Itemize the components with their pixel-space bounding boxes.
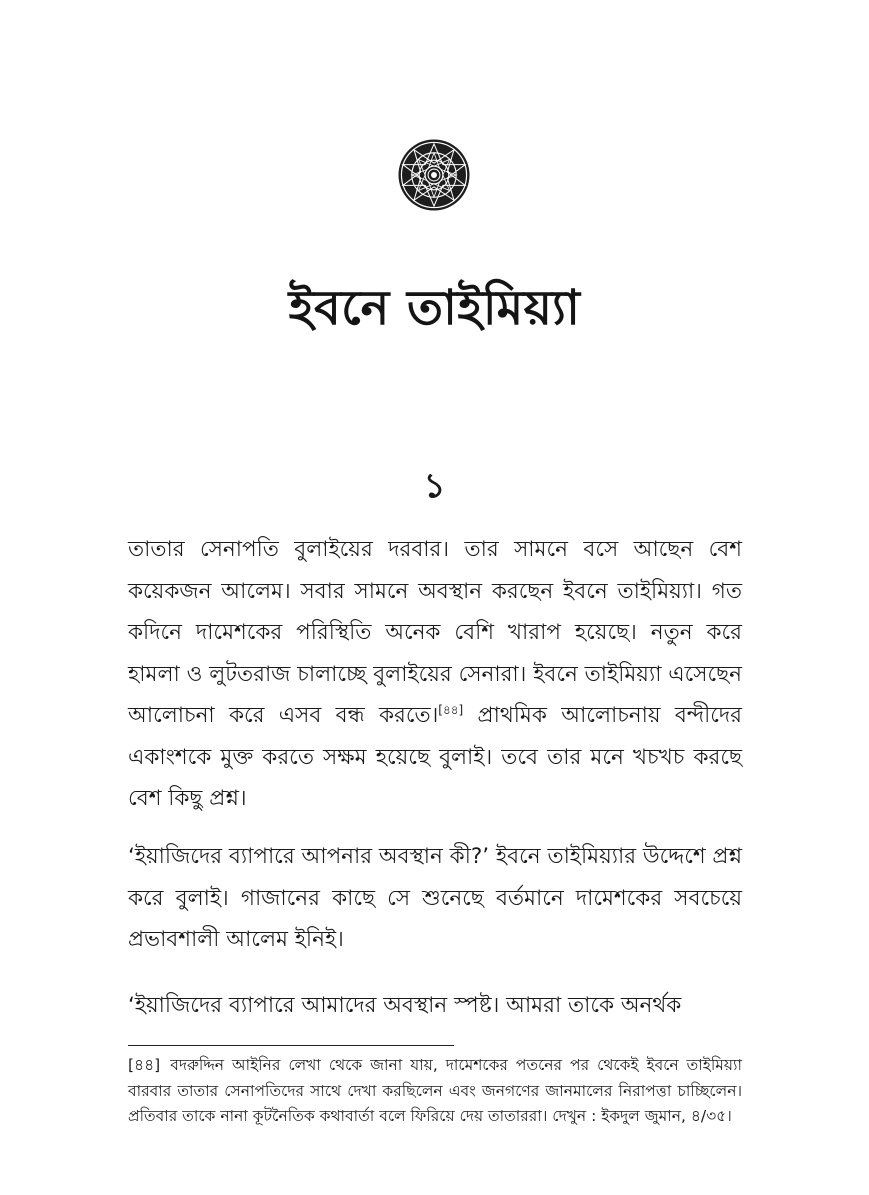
footnote-marker: [৪৪] [128,1056,161,1074]
geometric-rosette-icon [397,138,471,212]
chapter-title: ইবনে তাইমিয়্যা [288,280,581,336]
footnote-text: বদরুদ্দিন আইনির লেখা থেকে জানা যায়, দামেশকের পতনের পর থেকেই ইবনে তাইমিয়্যা বারবার তাতার সেনাপতিদের সাথে দেখা করছিলেন এবং জনগণের জানমালের নিরাপত্তা চাচ্ছিলেন। প্রতিবার তাকে নানা কূটনৈতিক কথাবার্তা বলে ফিরিয়ে দেয় তাতাররা। দেখুন : ইকদুল জুমান, ৪/৩৫। [128,1056,742,1125]
paragraph-2: ‘ইয়াজিদের ব্যাপারে আপনার অবস্থান কী?’ ইবনে তাইমিয়্যার উদ্দেশে প্রশ্ন করে বুলাই। গাজানের কাছে সে শুনেছে বর্তমানে দামেশকের সবচেয়ে প্রভাবশালী আলেম ইনিই। [128,844,742,952]
paragraph-1 [128,529,742,820]
paragraph-1-text-a: তাতার সেনাপতি বুলাইয়ের দরবার। তার সামনে বসে আছেন বেশ কয়েকজন আলেম। সবার সামনে অবস্থান করছেন ইবনে তাইমিয়্যা। গত কদিনে দামেশকের পরিস্থিতি অনেক বেশি খারাপ হয়েছে। নতুন করে হামলা ও লুটতরাজ চালাচ্ছে বুলাইয়ের সেনারা। ইবনে তাইমিয়্যা এসেছেন আলোচনা করে এসব বন্ধ করতে। [128,537,742,728]
paragraph-1-text-b: প্রাথমিক আলোচনায় বন্দীদের একাংশকে মুক্ত করতে সক্ষম হয়েছে বুলাই। তবে তার মনে খচখচ করছে বেশ কিছু প্রশ্ন। [128,703,742,811]
paragraph-3: ‘ইয়াজিদের ব্যাপারে আমাদের অবস্থান স্পষ্ট। আমরা তাকে অনর্থক [128,993,682,1018]
chapter-number: ১ [423,466,446,506]
footnote [128,1053,742,1130]
footnote-reference[interactable]: [৪৪] [438,702,464,717]
footnote-divider [128,1045,454,1046]
